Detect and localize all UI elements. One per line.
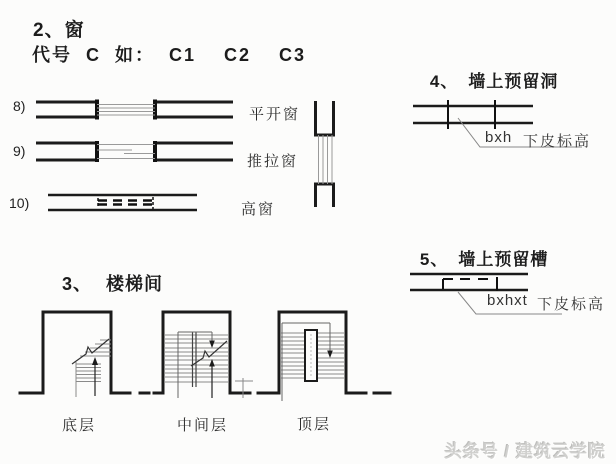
- window-code-line: 代号 C 如： C1 C2 C3: [32, 45, 307, 65]
- sliding-window-symbol: [28, 138, 240, 166]
- floor-label-bottom: 底层: [62, 417, 97, 434]
- section-3-text: 楼梯间: [106, 274, 164, 294]
- item-9-number: 9): [13, 143, 26, 159]
- wall-opening-tick: [235, 378, 253, 398]
- slot-note-label: 下皮标高: [537, 296, 606, 313]
- stair-top-floor-plan: [280, 323, 345, 401]
- item-10-number: 10): [9, 195, 30, 211]
- section-4-number: 4、: [429, 72, 459, 91]
- section-5-text: 墙上预留槽: [458, 250, 549, 269]
- item-8-number: 8): [13, 98, 26, 114]
- casement-window-label: 平开窗: [249, 106, 301, 123]
- vertical-window-symbol: [306, 96, 342, 212]
- high-window-label: 高窗: [241, 201, 276, 218]
- floor-label-middle: 中间层: [177, 417, 229, 434]
- floor-label-top: 顶层: [297, 416, 332, 433]
- section-3-title: [38, 249, 163, 317]
- stair-plans-drawing: [15, 308, 410, 408]
- section-2-title: 2、窗: [33, 20, 85, 41]
- section-4-text: 墙上预留洞: [468, 72, 559, 91]
- casement-window-symbol: [28, 95, 240, 123]
- sliding-window-label: 推拉窗: [247, 153, 299, 170]
- stair-bottom-floor-plan: [72, 339, 111, 397]
- section-3-number: 3、: [62, 274, 93, 294]
- section-5-number: 5、: [419, 250, 449, 269]
- watermark-text: 头条号 / 建筑云学院: [444, 442, 606, 461]
- hole-dimension-label: bxh: [485, 129, 513, 146]
- stair-middle-floor-plan: [164, 332, 229, 398]
- slot-dimension-label: bxhxt: [487, 292, 528, 309]
- high-window-symbol: [28, 190, 208, 215]
- hole-note-label: 下皮标高: [523, 133, 592, 150]
